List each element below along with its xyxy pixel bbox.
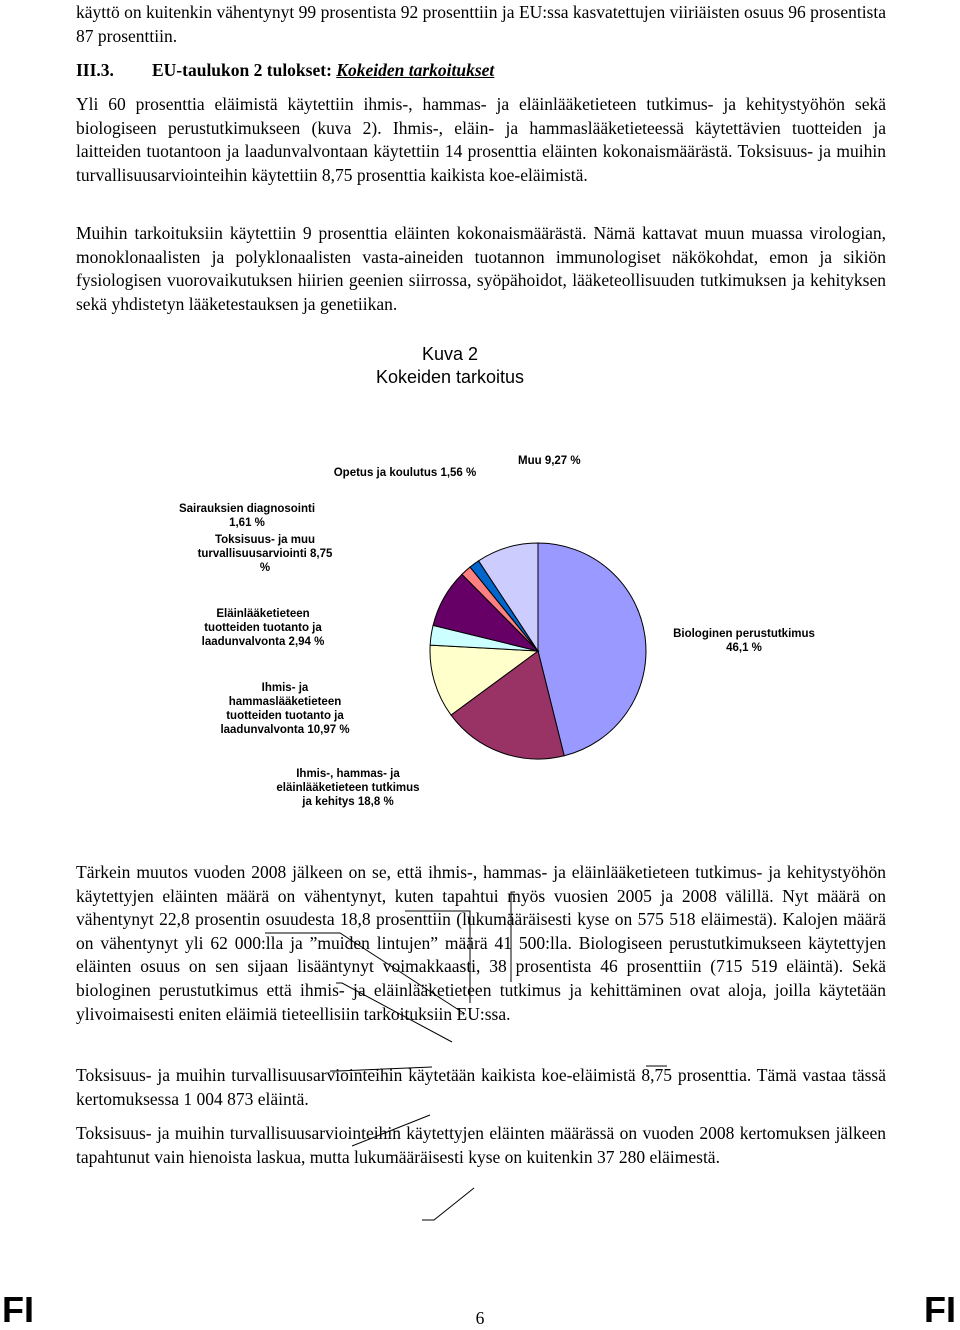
intro-paragraph: käyttö on kuitenkin vähentynyt 99 prosentista 92 prosenttiin ja EU:ssa kasvatettujen viiriäisten osuus 96 prosentista 87 prosenttiin.: [76, 2, 886, 46]
pie-label-biologinen: Biologinen perustutkimus 46,1 %: [673, 628, 815, 654]
pie-label-elain-tuotanto: Eläinlääketieteen tuotteiden tuotanto ja laadunvalvonta 2,94 %: [201, 608, 325, 648]
pie-label-ihmis-tuotanto: Ihmis- ja hammaslääketieteen tuotteiden tuotanto ja laadunvalvonta 10,97 %: [220, 682, 350, 736]
pie-label-muu: Muu 9,27 %: [518, 455, 581, 467]
page-number: 6: [475, 1308, 485, 1328]
paragraph-purposes: Yli 60 prosenttia eläimistä käytettiin ihmis-, hammas- ja eläinlääketieteen tutkimus- ja kehitystyöhön sekä biologiseen perustutkimukseen (kuva 2). Ihmis-, eläin- ja hammaslääketieteessä käytettävien tuotteiden ja laitteiden tuotantoon ja laadunvalvontaan käytettiin 14 prosenttia eläinten kokonaismäärästä. Toksisuus- ja muihin turvallisuusarviointeihin käytettiin 8,75 prosenttia kaikista koe-eläimistä.: [76, 94, 886, 185]
footer-language-left: FI: [2, 1289, 34, 1330]
figure-title: Kokeiden tarkoitus: [375, 367, 525, 387]
paragraph-main-change: Tärkein muutos vuoden 2008 jälkeen on se, että ihmis-, hammas- ja eläinlääketieteen tutkimus- ja kehitystyöhön käytettyjen eläinten määrä on vähentynyt, kuten tapahtui myös vuosien 2005 ja 2008 välillä. Nyt määrä on vähentynyt 22,8 prosentin osuudesta 18,8 prosenttiin (lukumääräisesti kyse on 575 518 eläimestä). Kalojen määrä on vähentynyt yli 62 000:lla ja ”muiden lintujen” määrä 41 500:lla. Biologiseen perustutkimukseen käytettyjen eläinten osuus on sen sijaan lisääntynyt voimakkaasti, 38 prosentista 46 prosenttiin (715 519 eläintä). Sekä biologinen perustutkimus että ihmis- ja eläinlääketieteen tutkimus ja kehittäminen ovat aloja, joilla käytetään ylivoimaisesti eniten eläimiä tieteellisiin tarkoituksiin EU:ssa.: [76, 862, 886, 1024]
section-heading: [76, 60, 494, 81]
footer-language-right: FI: [924, 1289, 956, 1330]
paragraph-toxicity: Toksisuus- ja muihin turvallisuusarviointeihin käytetään kaikista koe-eläimistä 8,75 prosenttia. Tämä vastaa tässä kertomuksessa 1 004 873 eläintä.: [76, 1065, 886, 1109]
paragraph-other-purposes: Muihin tarkoituksiin käytettiin 9 prosenttia eläinten kokonaismäärästä. Nämä kattavat muun muassa virologian, monoklonaalisten ja polyklonaalisten vasta-aineiden tuotannon immunologiset näkökohdat, emon ja sikiön fysiologisen vuorovaikutuksen hiirien geenien siirrossa, syöpähoidot, lääketeollisuuden tutkimuksen ja kehityksen sekä yhdistetyn lääketestauksen ja genetiikan.: [76, 223, 886, 314]
pie-label-sairauksien: Sairauksien diagnosointi 1,61 %: [178, 503, 316, 529]
pie-label-toksisuus: Toksisuus- ja muu turvallisuusarviointi 8,75 %: [197, 534, 333, 574]
pie-label-opetus: Opetus ja koulutus 1,56 %: [333, 467, 477, 479]
section-number: III.3.: [76, 60, 114, 80]
paragraph-toxicity-change: Toksisuus- ja muihin turvallisuusarviointeihin käytettyjen eläinten määrässä on vuoden 2008 kertomuksen jälkeen tapahtunut vain hienoista laskua, mutta lukumääräisesti kyse on kuitenkin 37 280 eläimestä.: [76, 1123, 886, 1167]
pie-label-ihmis-tutkimus: Ihmis-, hammas- ja eläinlääketieteen tutkimus ja kehitys 18,8 %: [276, 768, 420, 808]
section-title-link[interactable]: Kokeiden tarkoitukset: [336, 60, 495, 80]
figure-label: Kuva 2: [421, 344, 479, 364]
section-title-prefix: EU-taulukon 2 tulokset:: [152, 60, 337, 80]
leader-line-ihmis-tutkimus: [422, 1188, 474, 1220]
pie-slices: [430, 543, 646, 759]
